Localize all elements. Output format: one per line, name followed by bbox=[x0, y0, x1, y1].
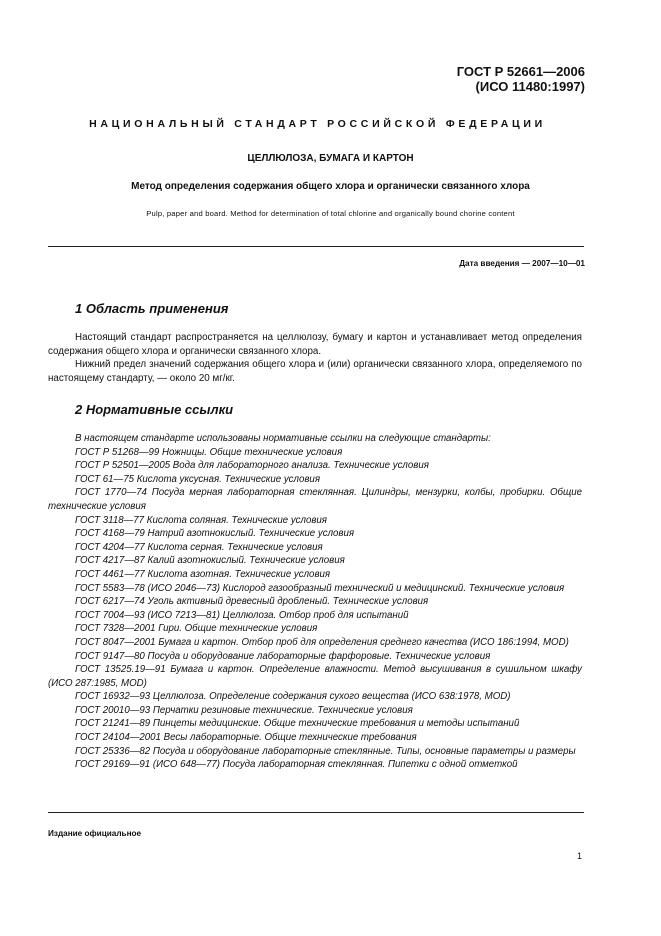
references-list bbox=[48, 432, 582, 772]
reference-item: ГОСТ 4168—79 Натрий азотнокислый. Технические условия bbox=[75, 528, 355, 540]
document-subtitle: Метод определения содержания общего хлора и органически связанного хлора bbox=[131, 181, 530, 192]
effective-date: Дата введения — 2007—10—01 bbox=[459, 259, 585, 268]
reference-item: ГОСТ 7328—2001 Гири. Общие технические условия bbox=[75, 623, 318, 635]
reference-item: ГОСТ 61—75 Кислота уксусная. Технические условия bbox=[75, 473, 320, 485]
references-intro: В настоящем стандарте использованы нормативные ссылки на следующие стандарты: bbox=[75, 433, 491, 444]
reference-item: ГОСТ 4204—77 Кислота серная. Технические условия bbox=[75, 541, 323, 553]
reference-item: ГОСТ 1770—74 Посуда мерная лабораторная стеклянная. Цилиндры, мензурки, колбы, пробирки. Общие технические условия bbox=[48, 487, 582, 512]
national-standard-banner: НАЦИОНАЛЬНЫЙ СТАНДАРТ РОССИЙСКОЙ ФЕДЕРАЦИИ bbox=[89, 118, 546, 130]
reference-item: ГОСТ 6217—74 Уголь активный древесный дробленый. Технические условия bbox=[75, 596, 429, 608]
divider bbox=[48, 246, 584, 247]
reference-item: ГОСТ 3118—77 Кислота соляная. Технические условия bbox=[75, 514, 327, 526]
section-2-heading: 2 Нормативные ссылки bbox=[75, 402, 234, 417]
reference-item: ГОСТ 9147—80 Посуда и оборудование лабораторные фарфоровые. Технические условия bbox=[75, 650, 491, 662]
reference-item: ГОСТ 4461—77 Кислота азотная. Технические условия bbox=[75, 568, 331, 580]
document-title: ЦЕЛЛЮЛОЗА, БУМАГА И КАРТОН bbox=[247, 153, 414, 164]
document-code bbox=[457, 64, 585, 94]
reference-item: ГОСТ 20010—93 Перчатки резиновые технические. Технические условия bbox=[75, 704, 413, 716]
paragraph: Настоящий стандарт распространяется на целлюлозу, бумагу и картон и устанавливает метод определения содержания общего хлора и органически связанного хлора. bbox=[48, 332, 582, 357]
edition-note: Издание официальное bbox=[48, 829, 142, 838]
reference-item: ГОСТ 24104—2001 Весы лабораторные. Общие технические требования bbox=[75, 732, 417, 744]
page-number: 1 bbox=[576, 851, 582, 861]
reference-item: ГОСТ 29169—91 (ИСО 648—77) Посуда лабораторная стеклянная. Пипетки с одной отметкой bbox=[75, 759, 518, 771]
reference-item: ГОСТ 16932—93 Целлюлоза. Определение содержания сухого вещества (ИСО 638:1978, MOD) bbox=[75, 691, 511, 703]
reference-item: ГОСТ Р 51268—99 Ножницы. Общие технические условия bbox=[75, 446, 343, 458]
iso-number: (ИСО 11480:1997) bbox=[475, 79, 585, 94]
reference-item: ГОСТ 8047—2001 Бумага и картон. Отбор проб для определения среднего качества (ИСО 186:1994, MOD) bbox=[75, 636, 569, 648]
reference-item: ГОСТ 13525.19—91 Бумага и картон. Определение влажности. Метод высушивания в сушильном шкафу (ИСО 287:1985, MOD) bbox=[48, 664, 582, 689]
divider bbox=[48, 812, 584, 813]
reference-item: ГОСТ 5583—78 (ИСО 2046—73) Кислород газообразный технический и медицинский. Технические условия bbox=[75, 582, 565, 594]
reference-item: ГОСТ 7004—93 (ИСО 7213—81) Целлюлоза. Отбор проб для испытаний bbox=[75, 609, 409, 621]
gost-number: ГОСТ Р 52661—2006 bbox=[456, 64, 585, 79]
reference-item: ГОСТ Р 52501—2005 Вода для лабораторного анализа. Технические условия bbox=[75, 460, 429, 472]
english-title: Pulp, paper and board. Method for determination of total chlorine and organically bound chorine content bbox=[146, 209, 515, 218]
reference-item: ГОСТ 25336—82 Посуда и оборудование лабораторные стеклянные. Типы, основные параметры и размеры bbox=[75, 745, 576, 757]
section-1-heading: 1 Область применения bbox=[75, 301, 229, 316]
reference-item: ГОСТ 21241—89 Пинцеты медицинские. Общие технические требования и методы испытаний bbox=[75, 718, 520, 730]
section-1-body bbox=[48, 331, 582, 385]
reference-item: ГОСТ 4217—87 Калий азотнокислый. Технические условия bbox=[75, 555, 345, 567]
paragraph: Нижний предел значений содержания общего хлора и (или) органически связанного хлора, определяемого по настоящему стандарту, — около 20 мг/кг. bbox=[48, 359, 582, 384]
